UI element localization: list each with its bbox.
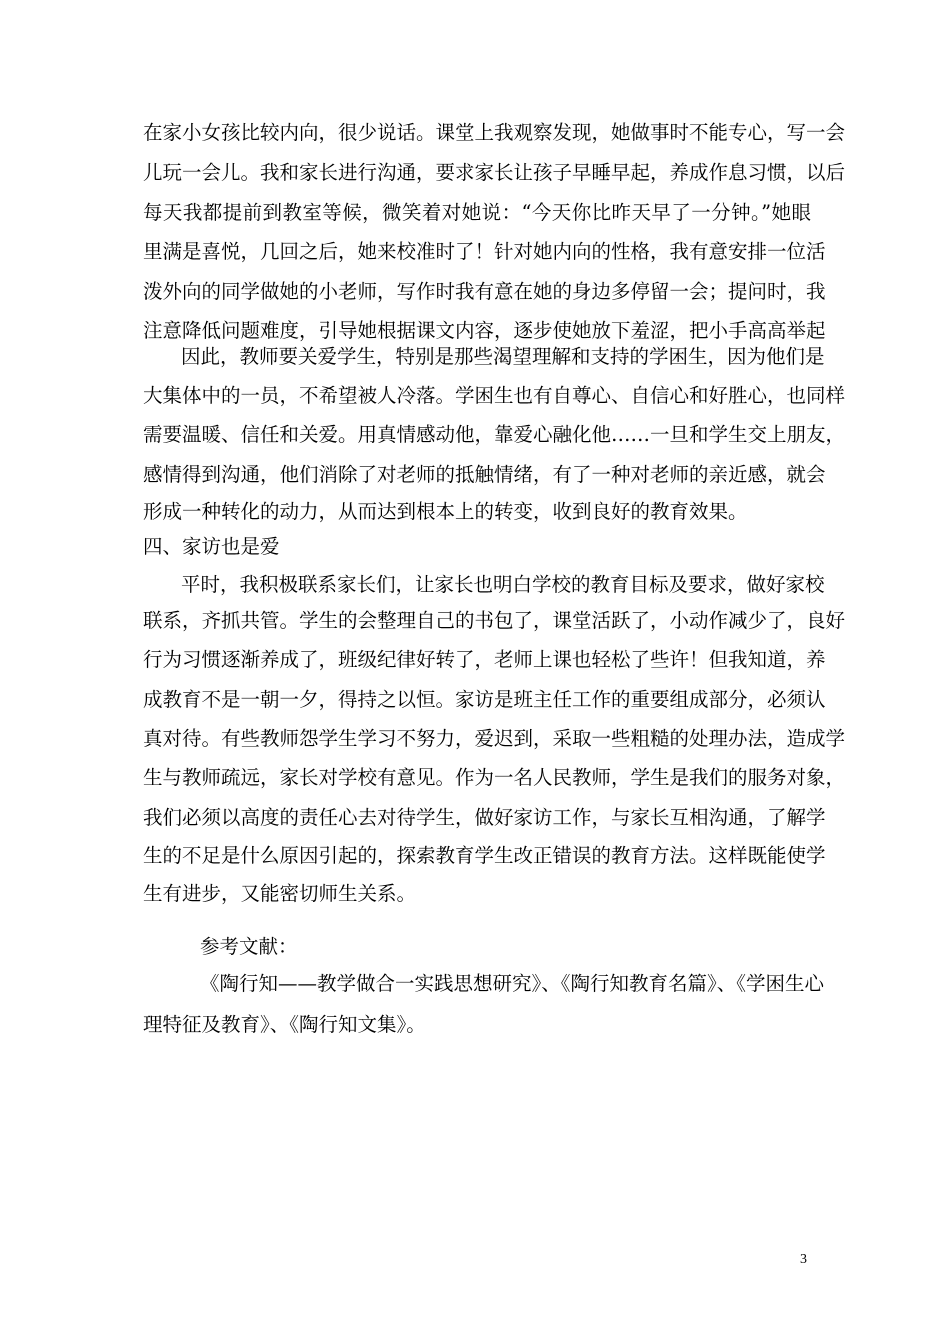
paragraph-3-line-6: 生与教师疏远，家长对学校有意见。作为一名人民教师，学生是我们的服务对象，: [143, 766, 846, 789]
paragraph-3-line-9: 生有进步，又能密切师生关系。: [143, 882, 417, 905]
references-line-1: 《陶行知——教学做合一实践思想研究》、《陶行知教育名篇》、《学困生心: [200, 972, 825, 995]
page-number: 3: [800, 1252, 807, 1267]
paragraph-2-line-4: 感情得到沟通，他们消除了对老师的抵触情绪，有了一种对老师的亲近感，就会: [143, 463, 826, 486]
paragraph-3-line-3: 行为习惯逐渐养成了，班级纪律好转了，老师上课也轻松了些许！但我知道，养: [143, 648, 826, 671]
paragraph-3-line-8: 生的不足是什么原因引起的，探索教育学生改正错误的教育方法。这样既能使学: [143, 844, 826, 867]
paragraph-1-line-2: 儿玩一会儿。我和家长进行沟通，要求家长让孩子早睡早起，养成作息习惯，以后: [143, 161, 846, 184]
paragraph-2-line-1: 因此，教师要关爱学生，特别是那些渴望理解和支持的学困生，因为他们是: [181, 345, 825, 368]
paragraph-3-line-7: 我们必须以高度的责任心去对待学生，做好家访工作，与家长互相沟通，了解学: [143, 806, 826, 829]
references-line-2: 理特征及教育》、《陶行知文集》。: [143, 1013, 426, 1036]
paragraph-2-line-3: 需要温暖、信任和关爱。用真情感动他，靠爱心融化他……一旦和学生交上朋友，: [143, 423, 846, 446]
paragraph-1-line-1: 在家小女孩比较内向，很少说话。课堂上我观察发现，她做事时不能专心，写一会: [143, 121, 846, 144]
paragraph-3-line-4: 成教育不是一朝一夕，得持之以恒。家访是班主任工作的重要组成部分，必须认: [143, 688, 826, 711]
section-heading: 四、家访也是爱: [143, 535, 280, 558]
references-title: 参考文献：: [200, 935, 298, 958]
paragraph-2-line-2: 大集体中的一员，不希望被人冷落。学困生也有自尊心、自信心和好胜心，也同样: [143, 384, 846, 407]
paragraph-3-line-1: 平时，我积极联系家长们，让家长也明白学校的教育目标及要求，做好家校: [181, 573, 825, 596]
paragraph-3-line-2: 联系，齐抓共管。学生的会整理自己的书包了，课堂活跃了，小动作减少了，良好: [143, 609, 846, 632]
paragraph-1-line-3: 每天我都提前到教室等候，微笑着对她说：“今天你比昨天早了一分钟。”她眼: [143, 201, 811, 224]
paragraph-1-line-5: 泼外向的同学做她的小老师，写作时我有意在她的身边多停留一会；提问时，我: [143, 280, 826, 303]
paragraph-1-line-6: 注意降低问题难度，引导她根据课文内容，逐步使她放下羞涩，把小手高高举起: [143, 319, 826, 342]
paragraph-3-line-5: 真对待。有些教师怨学生学习不努力，爱迟到，采取一些粗糙的处理办法，造成学: [143, 727, 846, 750]
paragraph-2-line-5: 形成一种转化的动力，从而达到根本上的转变，收到良好的教育效果。: [143, 500, 748, 523]
paragraph-1-line-4: 里满是喜悦，几回之后，她来校准时了！针对她内向的性格，我有意安排一位活: [143, 240, 826, 263]
